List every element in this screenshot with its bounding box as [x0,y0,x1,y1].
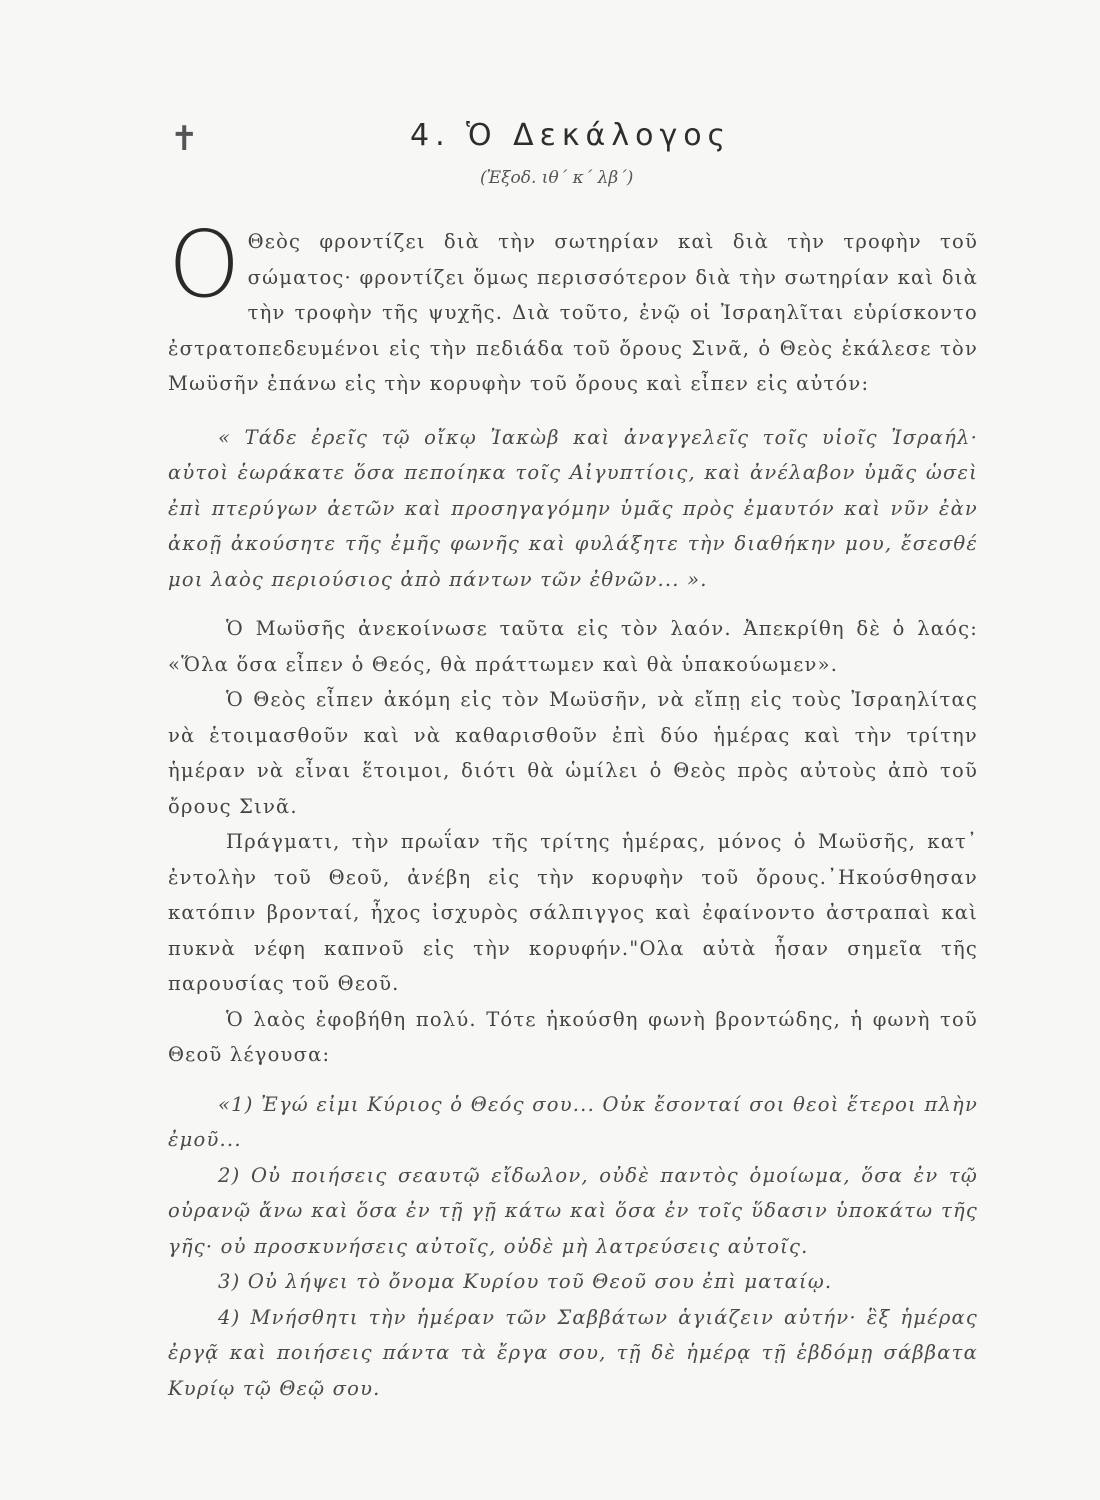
commandment-2: 2) Οὐ ποιήσεις σεαυτῷ εἴδωλον, οὐδὲ παντὸς ὁμοίωμα, ὅσα ἐν τῷ οὐρανῷ ἄνω καὶ ὅσα ἐν τῇ γῇ κάτω καὶ ὅσα ἐν τοῖς ὕδασιν ὑποκάτω τῆς γῆς· οὐ προσκυνήσεις αὐτοῖς, οὐδὲ μὴ λατρεύσεις αὐτοῖς. [168,1163,978,1258]
intro-text: Θεὸς φροντίζει διὰ τὴν σωτηρίαν καὶ διὰ τὴν τροφὴν τοῦ σώματος· φροντίζει ὅμως περισσότερον διὰ τὴν σωτηρίαν καὶ διὰ τὴν τροφὴν τῆς ψυχῆς. Διὰ τοῦτο, ἐνῷ οἱ Ἰσραηλῖται εὑρίσκοντο ἐστρατοπεδευμένοι εἰς τὴν πεδιάδα τοῦ ὄρους Σινᾶ, ὁ Θεὸς ἐκάλεσε τὸν Μωϋσῆν ἐπάνω εἰς τὴν κορυφὴν τοῦ ὄρους καὶ εἶπεν εἰς αὐτόν: [168,230,978,395]
scripture-reference: (Ἐξοδ. ιθ´ κ´ λβ´) [480,168,634,188]
divine-quote: « Τάδε ἐρεῖς τῷ οἴκῳ Ἰακὼβ καὶ ἀναγγελεῖς τοῖς υἱοῖς Ἰσραήλ· αὐτοὶ ἑωράκατε ὅσα πεποίηκα τοῖς Αἰγυπτίοις, καὶ ἀνέλαβον ὑμᾶς ὡσεὶ ἐπὶ πτερύγων ἀετῶν καὶ προσηγαγόμην ὑμᾶς πρὸς ἐμαυτόν καὶ νῦν ἐὰν ἀκοῇ ἀκούσητε τῆς ἐμῆς φωνῆς καὶ φυλάξητε τὴν διαθήκην μου, ἔσεσθέ μοι λαὸς περιούσιος ἀπὸ πάντων τῶν ἐθνῶν... ». [168,425,978,591]
chapter-title: 4. Ὁ Δεκάλογος [410,118,732,153]
commandment-4: 4) Μνήσθητι τὴν ἡμέραν τῶν Σαββάτων ἁγιάζειν αὐτήν· ἓξ ἡμέρας ἐργᾷ καὶ ποιήσεις πάντα τὰ ἔργα σου, τῇ δὲ ἡμέρᾳ τῇ ἑβδόμῃ σάββατα Κυρίῳ τῷ Θεῷ σου. [168,1305,978,1400]
commandment-1: «1) Ἐγώ εἰμι Κύριος ὁ Θεός σου... Οὐκ ἔσονταί σοι θεοὶ ἕτεροι πλὴν ἐμοῦ... [168,1092,978,1151]
paragraph: Ὁ λαὸς ἐφοβήθη πολύ. Τότε ἠκούσθη φωνὴ βροντώδης, ἡ φωνὴ τοῦ Θεοῦ λέγουσα: [168,1007,978,1066]
cross-mark: ✝ [170,119,199,159]
drop-cap: Ο [168,211,242,318]
paragraph: Πράγματι, τὴν πρωΐαν τῆς τρίτης ἡμέρας, μόνος ὁ Μωϋσῆς, κατ᾽ ἐντολὴν τοῦ Θεοῦ, ἀνέβη εἰς τὴν κορυφὴν τοῦ ὄρους.᾽Ηκούσθησαν κατόπιν βρονταί, ἦχος ἰσχυρὸς σάλπιγγος καὶ ἐφαίνοντο ἀστραπαὶ καὶ πυκνὰ νέφη καπνοῦ εἰς τὴν κορυφήν."Ολα αὐτὰ ἦσαν σημεῖα τῆς παρουσίας τοῦ Θεοῦ. [168,830,978,995]
commandment-3: 3) Οὐ λήψει τὸ ὄνομα Κυρίου τοῦ Θεοῦ σου ἐπὶ ματαίῳ. [218,1270,833,1293]
intro-paragraph [168,211,978,402]
page-body [168,211,978,1406]
paragraph: Ὁ Θεὸς εἶπεν ἀκόμη εἰς τὸν Μωϋσῆν, νὰ εἴπῃ εἰς τοὺς Ἰσραηλίτας νὰ ἑτοιμασθοῦν καὶ νὰ καθαρισθοῦν ἐπὶ δύο ἡμέρας καὶ τὴν τρίτην ἡμέραν νὰ εἶναι ἕτοιμοι, διότι θὰ ὡμίλει ὁ Θεὸς πρὸς αὐτοὺς ἀπὸ τοῦ ὄρους Σινᾶ. [168,688,978,818]
paragraph: Ὁ Μωϋσῆς ἀνεκοίνωσε ταῦτα εἰς τὸν λαόν. Ἀπεκρίθη δὲ ὁ λαός: «Ὅλα ὅσα εἶπεν ὁ Θεός, θὰ πράττωμεν καὶ θὰ ὑπακούωμεν». [168,617,978,676]
